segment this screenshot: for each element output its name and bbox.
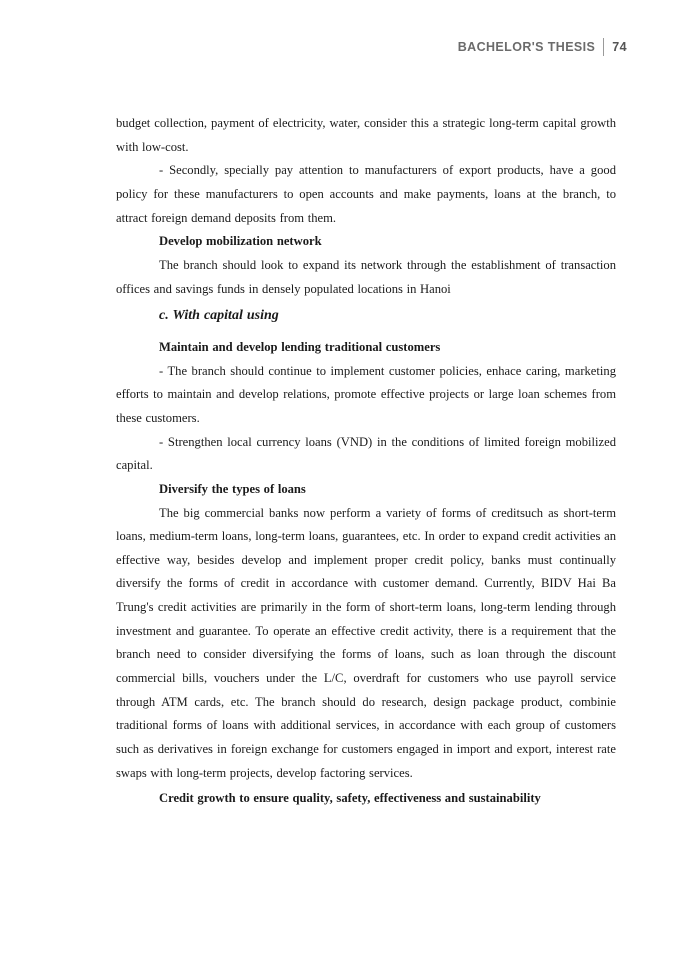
document-body (116, 112, 616, 811)
paragraph-manufacturers: - Secondly, specially pay attention to manufacturers of export products, have a good policy for these manufacturers to open accounts and make payments, loans at the branch, to attract foreign demand deposits from them. (116, 163, 616, 225)
heading-maintain-lending: Maintain and develop lending traditional customers (159, 339, 441, 354)
heading-credit-growth: Credit growth to ensure quality, safety, effectiveness and sustainability (159, 791, 541, 806)
page-number: 74 (612, 40, 627, 54)
header-divider (603, 38, 604, 56)
paragraph-network-expansion: The branch should look to expand its network through the establishment of transaction offices and savings funds in densely populated locations in Hanoi (116, 257, 616, 296)
paragraph-customer-policies: - The branch should continue to implement customer policies, enhace caring, marketing efforts to maintain and develop relations, promote effective projects or large loan schemes from these customers. (116, 363, 616, 425)
paragraph-local-currency-loans: - Strengthen local currency loans (VND) in the conditions of limited foreign mobilized capital. (116, 434, 616, 473)
paragraph-credit-forms: The big commercial banks now perform a variety of forms of creditsuch as short-term loans, medium-term loans, long-term loans, guarantees, etc. In order to expand credit activities an effective way, besides develop and implement proper credit policy, banks must continually diversify the forms of credit in accordance with customer demand. Currently, BIDV Hai Ba Trung's credit activities are primarily in the form of short-term loans, long-term lending through investment and guarantee. To operate an effective credit activity, there is a requirement that the branch need to consider diversifying the forms of loans, such as loan through the discount commercial bills, vouchers under the L/C, overdraft for customers who use payroll service through ATM cards, etc. The branch should do research, design package product, combinie traditional forms of loans with additional services, in accordance with each group of customers such as derivatives in foreign exchange for customers engaged in import and export, interest rate swaps with long-term projects, develop factoring services. (116, 505, 616, 780)
page-header (458, 38, 627, 56)
header-title: BACHELOR'S THESIS (457, 40, 596, 54)
heading-diversify-loans: Diversify the types of loans (159, 481, 306, 496)
paragraph-budget-collection: budget collection, payment of electricity, water, consider this a strategic long-term capital growth with low-cost. (116, 116, 616, 154)
section-heading-capital-using: c. With capital using (159, 308, 279, 324)
heading-develop-mobilization-network: Develop mobilization network (159, 234, 322, 249)
